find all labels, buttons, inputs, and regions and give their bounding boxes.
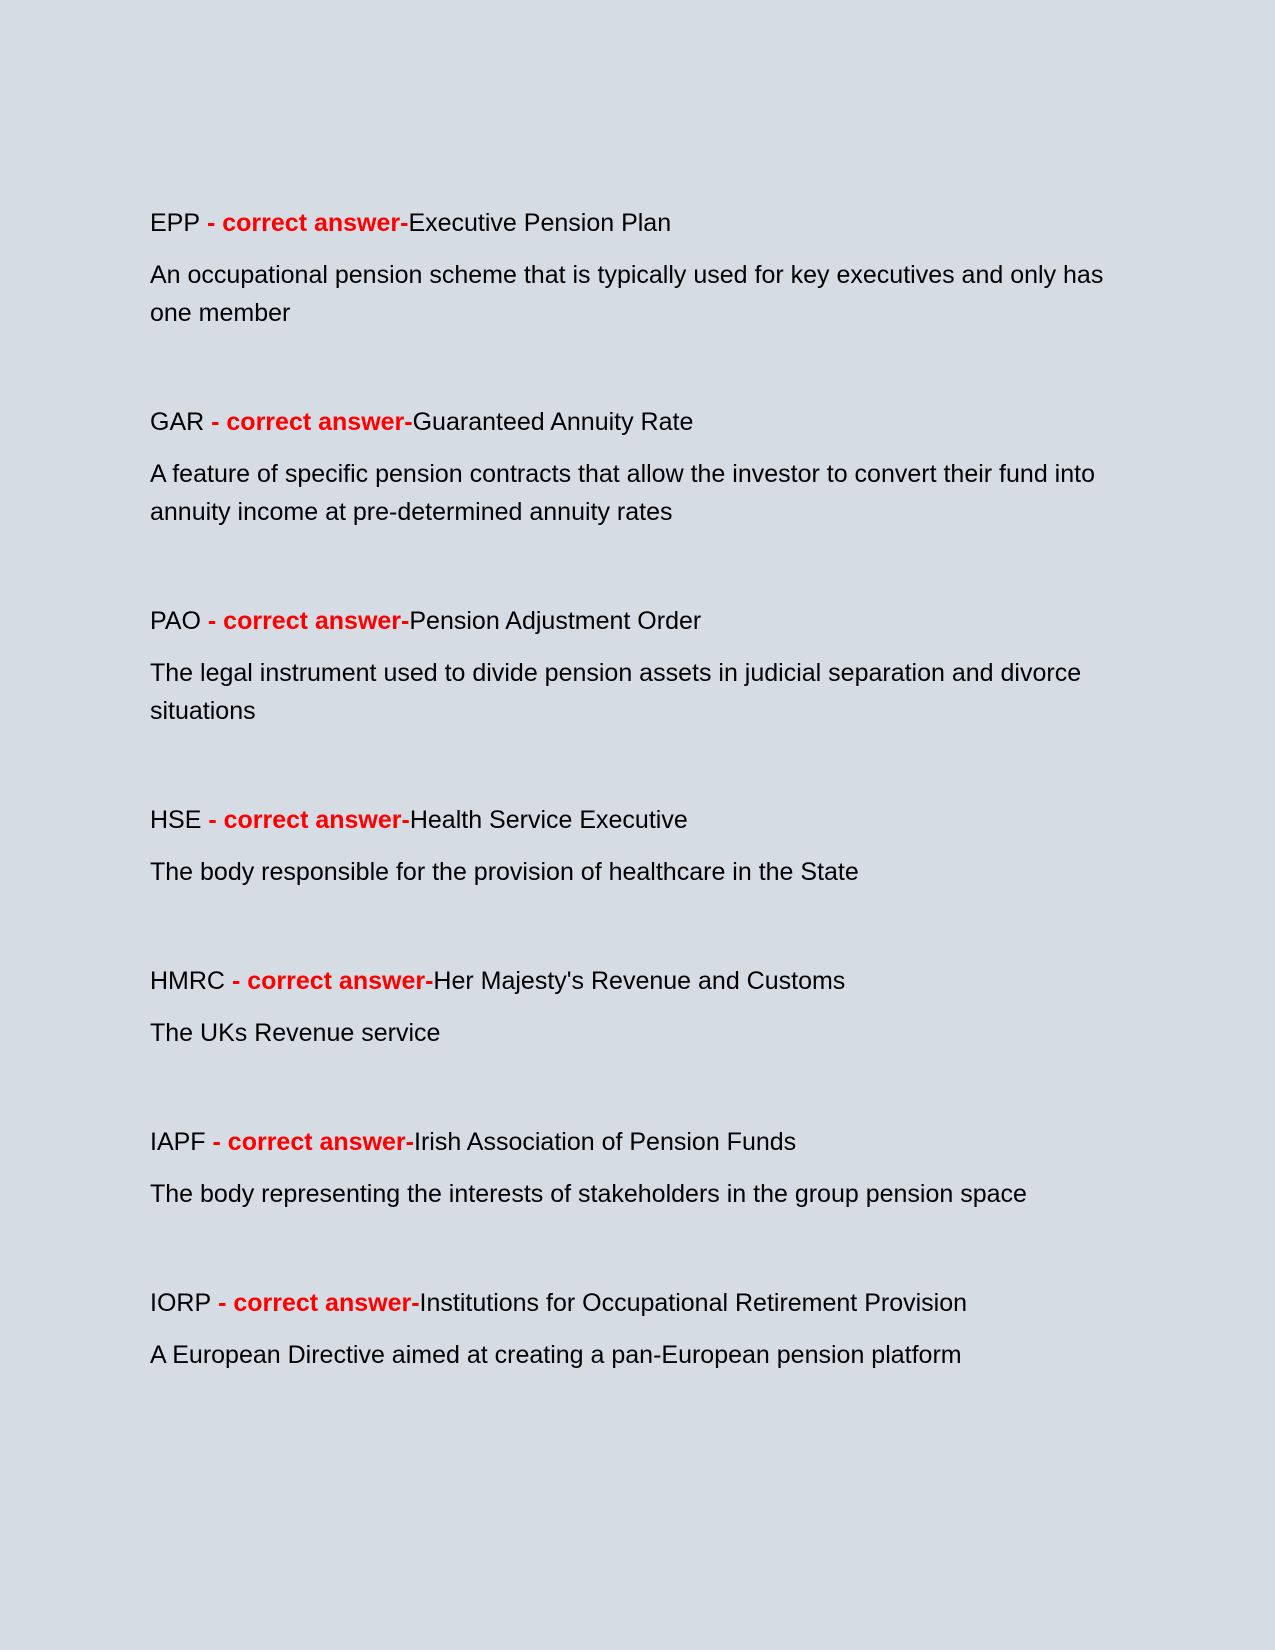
- definition: The body representing the interests of stakeholders in the group pension space: [150, 1180, 1027, 1208]
- expansion: Health Service Executive: [409, 806, 688, 834]
- term: HSE: [150, 806, 202, 834]
- answer-separator: - correct answer-: [225, 967, 434, 995]
- term-line: [150, 403, 1125, 441]
- term-line: [150, 602, 1125, 640]
- term-line: [150, 1123, 1125, 1161]
- spacer: [150, 332, 1125, 403]
- term-line: [150, 1284, 1125, 1322]
- entry-iorp: [150, 1284, 1125, 1374]
- answer-separator: - correct answer-: [200, 607, 410, 635]
- expansion: Executive Pension Plan: [408, 209, 672, 237]
- expansion: Her Majesty's Revenue and Customs: [433, 967, 846, 995]
- term: GAR: [150, 408, 205, 436]
- answer-separator: - correct answer-: [201, 806, 410, 834]
- definition: The UKs Revenue service: [150, 1019, 441, 1047]
- entry-hmrc: [150, 962, 1125, 1052]
- entry-epp: [150, 204, 1125, 332]
- entry-hse: [150, 801, 1125, 891]
- expansion: Irish Association of Pension Funds: [414, 1128, 797, 1156]
- term-line: [150, 962, 1125, 1000]
- entry-iapf: [150, 1123, 1125, 1213]
- definition: An occupational pension scheme that is typically used for key executives and only has one member: [150, 261, 1104, 327]
- definition: The legal instrument used to divide pension assets in judicial separation and divorce situations: [150, 659, 1082, 725]
- answer-separator: - correct answer-: [204, 408, 413, 436]
- spacer: [150, 1052, 1125, 1123]
- spacer: [150, 1213, 1125, 1284]
- spacer: [150, 531, 1125, 602]
- expansion: Institutions for Occupational Retirement Provision: [419, 1289, 968, 1317]
- definition: A feature of specific pension contracts that allow the investor to convert their fund into annuity income at pre-determined annuity rates: [150, 460, 1095, 526]
- expansion: Pension Adjustment Order: [409, 607, 702, 635]
- term: IAPF: [150, 1128, 206, 1156]
- term: IORP: [150, 1289, 212, 1317]
- spacer: [150, 730, 1125, 801]
- entry-pao: [150, 602, 1125, 730]
- term: PAO: [150, 607, 201, 635]
- term-line: [150, 801, 1125, 839]
- answer-separator: - correct answer-: [211, 1289, 420, 1317]
- definition: The body responsible for the provision of healthcare in the State: [150, 858, 859, 886]
- term: EPP: [150, 209, 201, 237]
- entry-gar: [150, 403, 1125, 531]
- term: HMRC: [150, 967, 225, 995]
- spacer: [150, 891, 1125, 962]
- answer-separator: - correct answer-: [200, 209, 409, 237]
- term-line: [150, 204, 1125, 242]
- definition: A European Directive aimed at creating a pan-European pension platform: [150, 1341, 962, 1369]
- expansion: Guaranteed Annuity Rate: [412, 408, 694, 436]
- answer-separator: - correct answer-: [205, 1128, 414, 1156]
